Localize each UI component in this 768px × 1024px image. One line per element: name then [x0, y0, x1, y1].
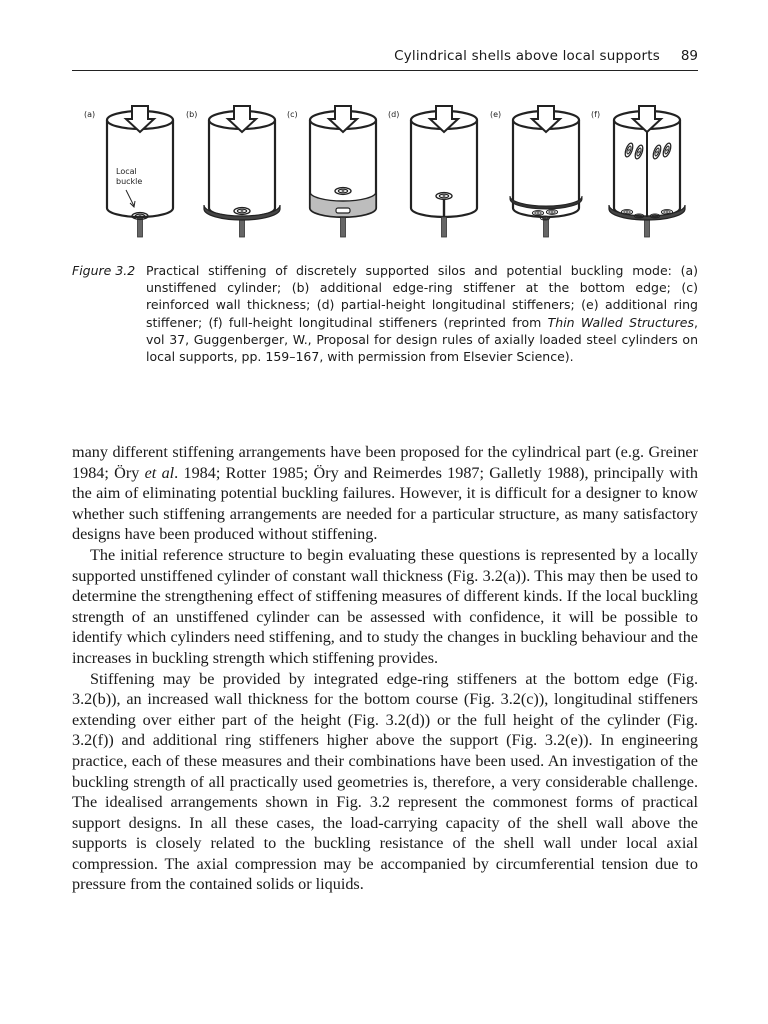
panel-f [591, 106, 685, 237]
panel-a [84, 106, 173, 237]
caption-text-part-2: , vol 37, Guggenberger, W., Proposal for design rules of axially loaded steel cylinders on local supports, pp. 159–167, with permission from Elsevier Science). [146, 314, 698, 365]
paragraph-2: The initial reference structure to begin evaluating these questions is represented by a locally supported unstiffened cylinder of constant wall thickness (Fig. 3.2(a)). This may then be used to determine the strengthening effect of stiffening measures of different kinds. If the local buckling strength of an unstiffened cylinder can be assessed with confidence, it will be possible to identify which cylinders need stiffening, and to study the changes in buckling behaviour and the increases in buckling strength which stiffening provides. [72, 545, 698, 667]
paragraph-1 [72, 442, 698, 545]
caption-text-part-1: Practical stiffening of discretely supported silos and potential buckling mode: (a) unstiffened cylinder; (b) additional edge-ring stiffener at the bottom edge; (c) reinforced wall thickness; (d) partial-height longitudinal stiffeners; (e) additional ring stiffener; (f) full-height longitudinal stiffeners (reprinted from [146, 263, 698, 330]
figure-label: Figure 3.2 [72, 263, 136, 278]
running-title: Cylindrical shells above local supports [394, 48, 660, 64]
panel-b [186, 106, 280, 237]
caption-text [146, 262, 698, 365]
et-al: et al [144, 463, 175, 482]
panel-label-c: (c) [287, 110, 298, 119]
panel-e [490, 106, 582, 237]
local-buckle-label-2: buckle [116, 177, 143, 186]
paragraph-1-part-1: many different stiffening arrangements have been proposed for the cylindrical part (e.g. Greiner 1984; Öry [72, 443, 698, 482]
panel-label-e: (e) [490, 110, 502, 119]
page-number: 89 [680, 48, 698, 64]
panel-label-a: (a) [84, 110, 96, 119]
paragraph-1-part-2: . 1984; Rotter 1985; Öry and Reimerdes 1987; Galletly 1988), principally with the aim of eliminating potential buckling failures. However, it is difficult for a designer to know whether such stiffening arrangements are needed for a particular structure, as many satisfactory designs have been produced without stiffening. [72, 463, 698, 544]
figure-3-2 [72, 100, 698, 250]
panel-c [287, 106, 376, 237]
panel-label-d: (d) [388, 110, 400, 119]
body-text [72, 442, 698, 895]
local-buckle-label: Local [116, 167, 137, 176]
figure-caption [72, 262, 698, 365]
paragraph-3: Stiffening may be provided by integrated edge-ring stiffeners at the bottom edge (Fig. 3.2(b)), an increased wall thickness for the bottom course (Fig. 3.2(c)), longitudinal stiffeners extending over either part of the height (Fig. 3.2(d)) or the full height of the cylinder (Fig. 3.2(f)) and additional ring stiffeners higher above the support (Fig. 3.2(e)). In engineering practice, each of these measures and their combinations have been used. An investigation of the buckling strength of all practically used geometries is, therefore, a very considerable challenge. The idealised arrangements shown in Fig. 3.2 represent the commonest forms of practical support designs. In all these cases, the load-carrying capacity of the shell wall above the supports is closely related to the buckling resistance of the shell wall under local axial compression. The axial compression may be accompanied by circumferential tension due to pressure from the contained solids or liquids. [72, 669, 698, 894]
running-header [72, 44, 698, 71]
panel-d [388, 106, 477, 237]
panel-label-b: (b) [186, 110, 198, 119]
panel-label-f: (f) [591, 110, 601, 119]
journal-title: Thin Walled Structures [547, 314, 695, 330]
